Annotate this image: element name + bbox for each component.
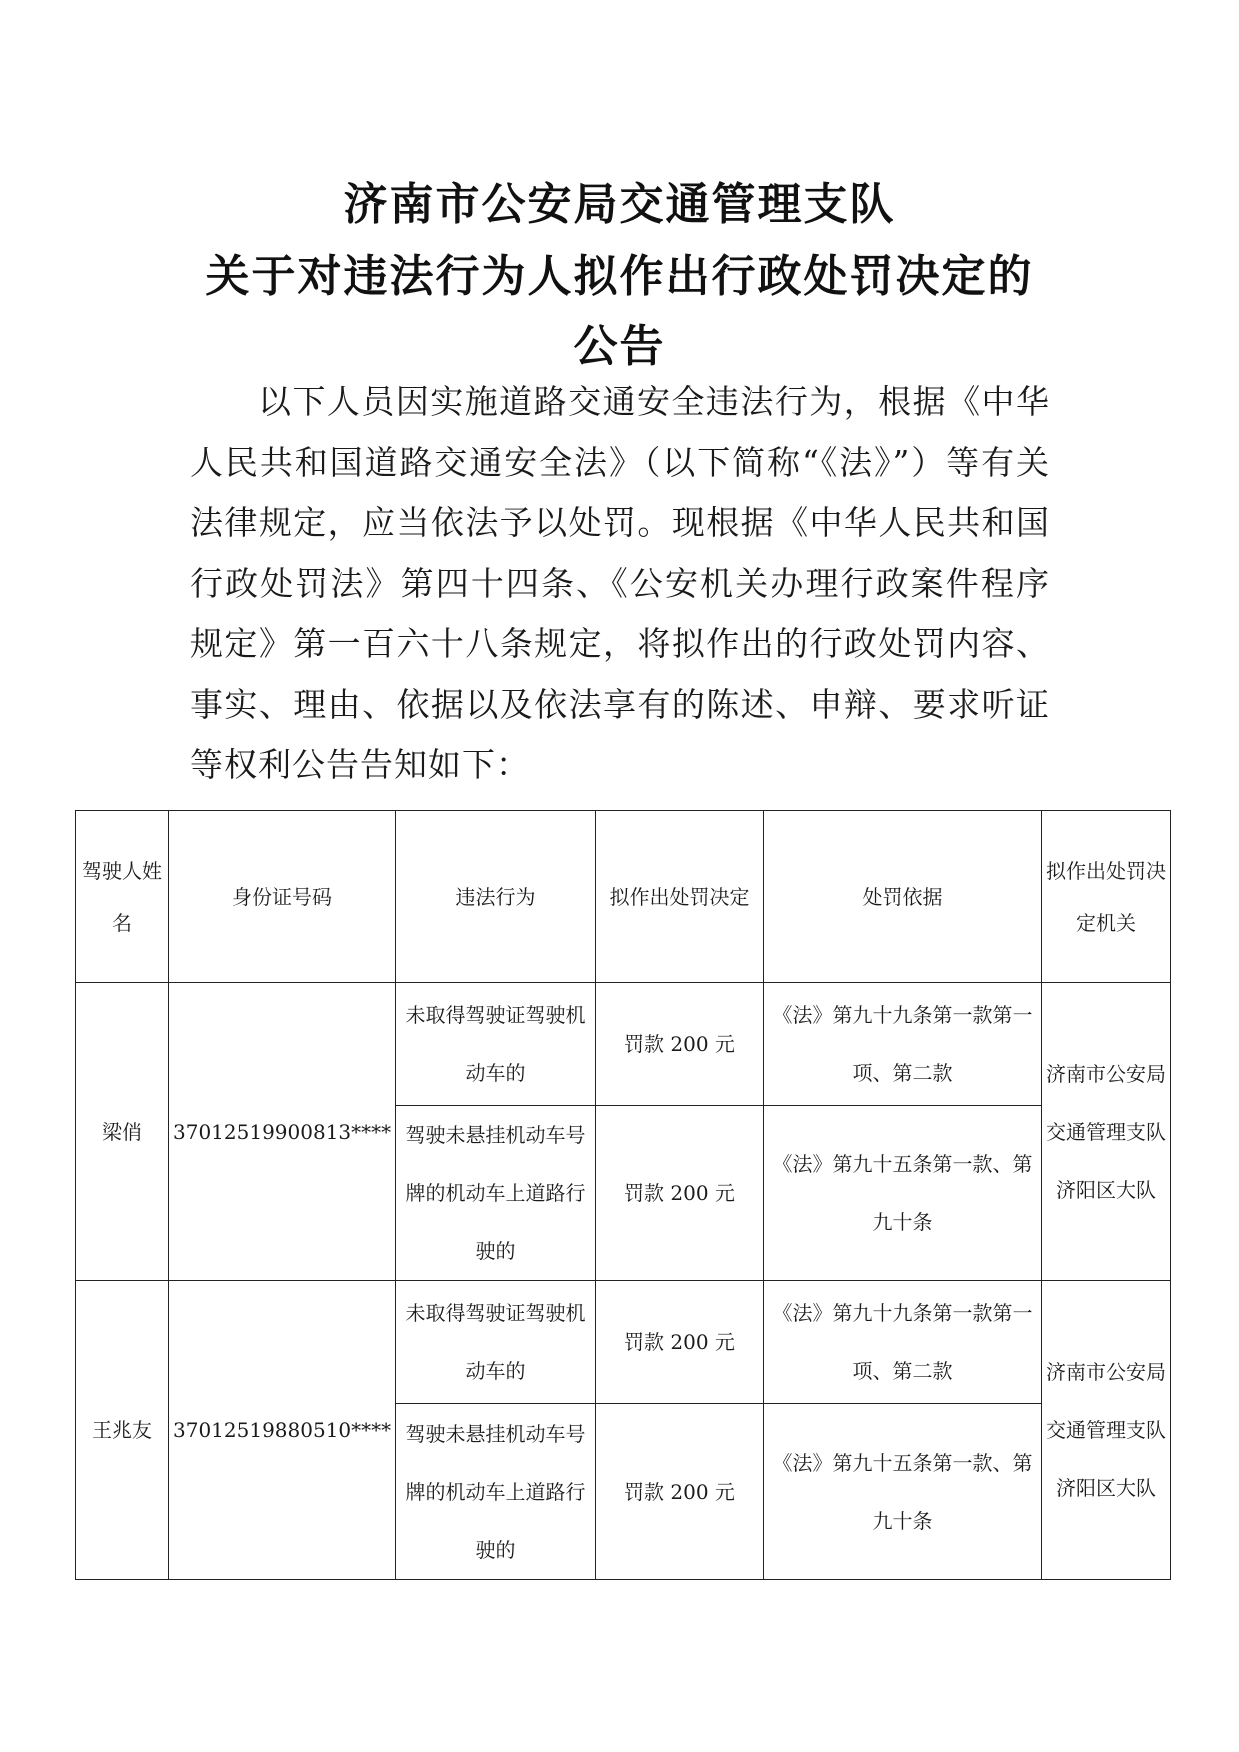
basis-cell: 《法》第九十九条第一款第一项、第二款 (764, 1281, 1042, 1404)
header-driver-name: 驾驶人姓名 (76, 811, 169, 983)
violation-cell: 未取得驾驶证驾驶机动车的 (396, 1281, 596, 1404)
authority-cell: 济南市公安局交通管理支队济阳区大队 (1042, 983, 1171, 1281)
title-line-1: 济南市公安局交通管理支队 (343, 179, 896, 230)
decision-cell: 罚款 200 元 (596, 1404, 764, 1580)
table-header-row (76, 811, 1171, 983)
header-violation: 违法行为 (396, 811, 596, 983)
driver-name-cell: 王兆友 (76, 1281, 169, 1580)
notice-paragraph: 以下人员因实施道路交通安全违法行为，根据《中华人民共和国道路交通安全法》（以下简称“《法》”）等有关法律规定，应当依法予以处罚。现根据《中华人民共和国行政处罚法》第四十四条、《公安机关办理行政案件程序规定》第一百六十八条规定，将拟作出的行政处罚内容、事实、理由、依据以及依法享有的陈述、申辩、要求听证等权利公告告知如下： (190, 382, 1050, 784)
id-number-cell: 37012519900813**** (169, 983, 396, 1281)
id-number-cell: 37012519880510**** (169, 1281, 396, 1580)
violation-cell: 未取得驾驶证驾驶机动车的 (396, 983, 596, 1106)
decision-cell: 罚款 200 元 (596, 1105, 764, 1281)
header-id-number: 身份证号码 (169, 811, 396, 983)
header-decision: 拟作出处罚决定 (596, 811, 764, 983)
table-row (76, 1281, 1171, 1404)
table-row (76, 983, 1171, 1106)
authority-cell: 济南市公安局交通管理支队济阳区大队 (1042, 1281, 1171, 1580)
header-authority: 拟作出处罚决定机关 (1042, 811, 1171, 983)
decision-cell: 罚款 200 元 (596, 983, 764, 1106)
basis-cell: 《法》第九十五条第一款、第九十条 (764, 1105, 1042, 1281)
basis-cell: 《法》第九十五条第一款、第九十条 (764, 1404, 1042, 1580)
basis-cell: 《法》第九十九条第一款第一项、第二款 (764, 983, 1042, 1106)
header-basis: 处罚依据 (764, 811, 1042, 983)
violation-cell: 驾驶未悬挂机动车号牌的机动车上道路行驶的 (396, 1105, 596, 1281)
title-line-2: 关于对违法行为人拟作出行政处罚决定的 (205, 251, 1034, 302)
violation-cell: 驾驶未悬挂机动车号牌的机动车上道路行驶的 (396, 1404, 596, 1580)
title-line-3: 公告 (573, 321, 666, 372)
penalty-table (75, 810, 1171, 1580)
decision-cell: 罚款 200 元 (596, 1281, 764, 1404)
driver-name-cell: 梁俏 (76, 983, 169, 1281)
